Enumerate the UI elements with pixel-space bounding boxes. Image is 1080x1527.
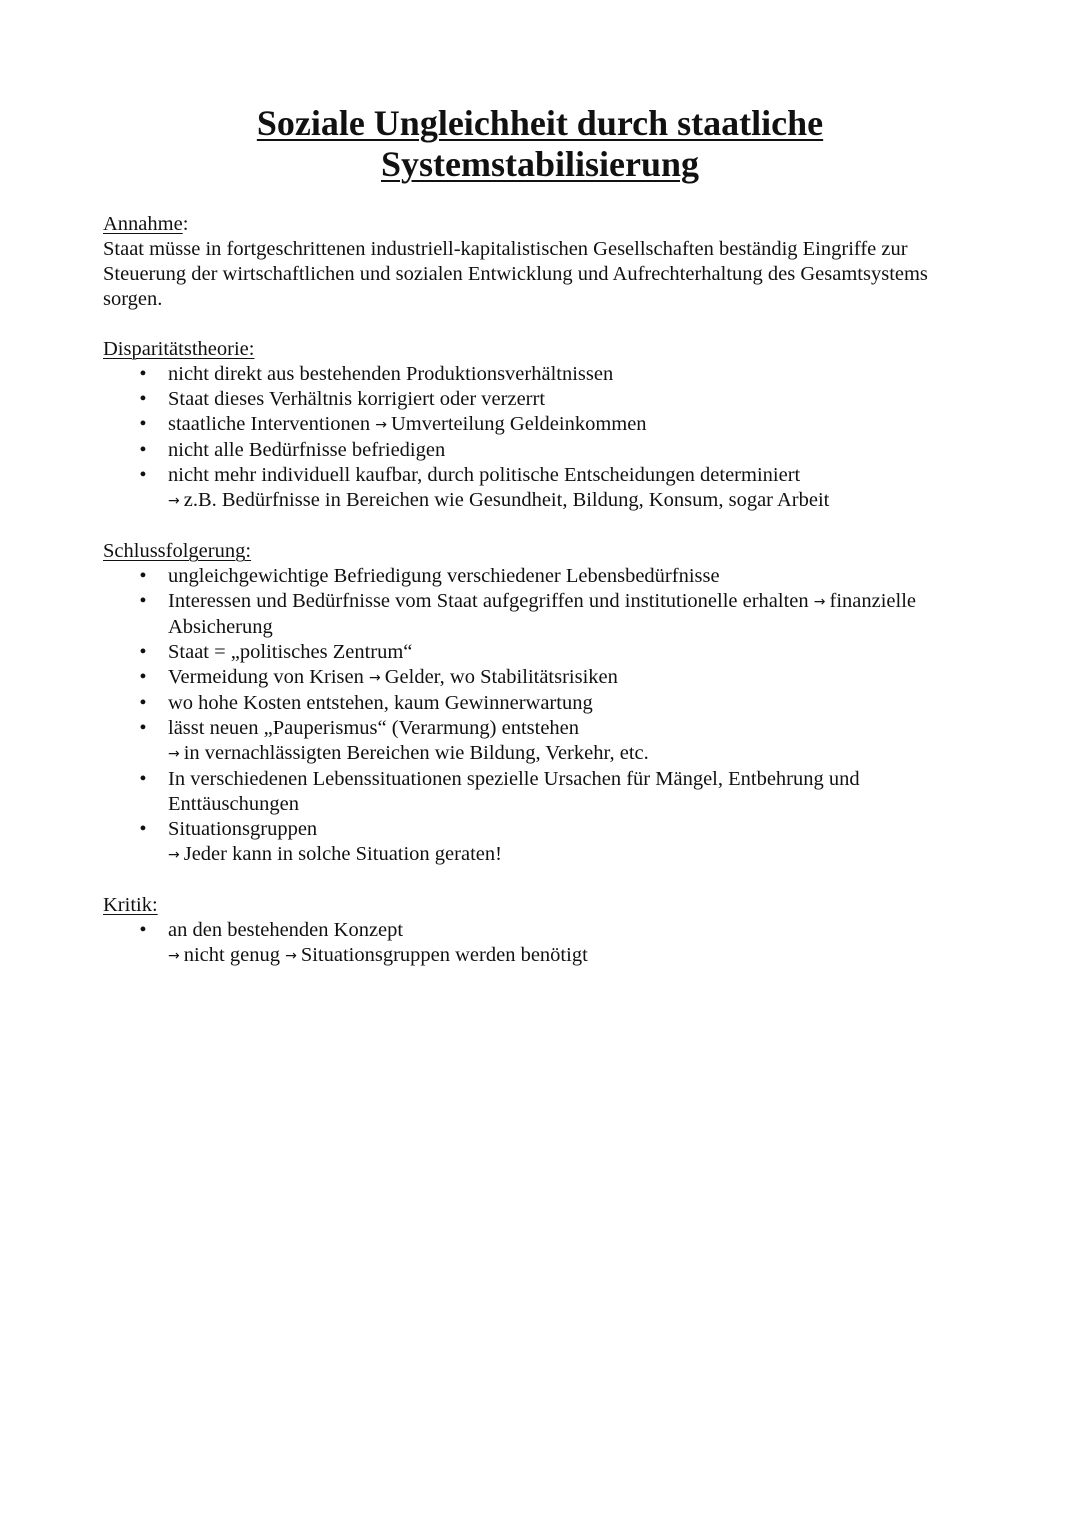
item-text-after: finanzielle Absicherung (168, 590, 917, 638)
item-text: nicht alle Bedürfnisse befriedigen (168, 439, 446, 461)
bullet-icon: • (139, 818, 147, 840)
bullet-icon: • (139, 692, 147, 714)
document-content (103, 212, 983, 994)
list-item (103, 640, 983, 665)
bullet-icon: • (139, 768, 147, 790)
bullet-icon: • (139, 565, 147, 587)
arrow-right-icon: → (285, 948, 297, 964)
bullet-icon: • (139, 717, 147, 739)
arrow-right-icon: → (168, 746, 180, 762)
item-subline (168, 488, 983, 514)
item-text-after: Gelder, wo Stabilitätsrisiken (384, 666, 618, 688)
item-subline (168, 842, 983, 868)
item-subline-text: nicht genug (183, 944, 280, 966)
bullet-icon: • (139, 363, 147, 385)
heading-disparitaetstheorie: Disparitätstheorie: (103, 338, 255, 360)
item-text: Interessen und Bedürfnisse vom Staat aufgegriffen und institutionelle erhalten (168, 590, 809, 612)
list-item (103, 463, 983, 514)
schluss-list (103, 564, 983, 868)
title-line-1: Soziale Ungleichheit durch staatliche (256, 103, 824, 143)
item-text: Situationsgruppen (168, 818, 318, 840)
heading-kritik: Kritik: (103, 894, 158, 916)
bullet-icon: • (139, 413, 147, 435)
item-subline-text: Jeder kann in solche Situation geraten! (183, 843, 502, 865)
arrow-right-icon: → (168, 948, 180, 964)
bullet-icon: • (139, 666, 147, 688)
list-item (103, 564, 983, 589)
item-subline-text: in vernachlässigten Bereichen wie Bildung, Verkehr, etc. (183, 742, 649, 764)
annahme-text: Staat müsse in fortgeschrittenen industriell-kapitalistischen Gesellschaften beständig Eingriffe zur Steuerung der wirtschaftlichen und sozialen Entwicklung und Aufrechterhaltung des Gesamtsystems sorgen. (103, 238, 928, 310)
item-text: Staat = „politisches Zentrum“ (168, 641, 413, 663)
list-item (103, 589, 983, 640)
bullet-icon: • (139, 439, 147, 461)
item-text: nicht mehr individuell kaufbar, durch politische Entscheidungen determiniert (168, 464, 801, 486)
arrow-right-icon: → (375, 417, 387, 433)
arrow-right-icon: → (368, 670, 381, 686)
title-line-2: Systemstabilisierung (380, 144, 700, 184)
item-text-after: Umverteilung Geldeinkommen (390, 413, 647, 435)
item-text: Staat dieses Verhältnis korrigiert oder verzerrt (168, 388, 546, 410)
bullet-icon: • (139, 590, 147, 612)
disparitaet-list (103, 362, 983, 514)
section-disparitaetstheorie (103, 337, 983, 514)
kritik-list (103, 918, 983, 969)
item-text: nicht direkt aus bestehenden Produktionsverhältnissen (168, 363, 614, 385)
list-item (103, 817, 983, 868)
section-schlussfolgerung (103, 539, 983, 868)
page-title (0, 103, 1080, 185)
bullet-icon: • (139, 464, 147, 486)
item-text: an den bestehenden Konzept (168, 919, 404, 941)
item-subline-text: z.B. Bedürfnisse in Bereichen wie Gesundheit, Bildung, Konsum, sogar Arbeit (183, 489, 830, 511)
arrow-right-icon: → (168, 493, 180, 509)
item-text: staatliche Interventionen (168, 413, 371, 435)
bullet-icon: • (139, 641, 147, 663)
list-item (103, 918, 983, 969)
list-item (103, 767, 983, 817)
list-item (103, 438, 983, 463)
list-item (103, 362, 983, 387)
heading-annahme: Annahme (103, 213, 183, 235)
list-item (103, 665, 983, 691)
item-text: Vermeidung von Krisen (168, 666, 364, 688)
heading-annahme-colon: : (182, 213, 189, 235)
bullet-icon: • (139, 919, 147, 941)
item-subline (168, 741, 983, 767)
bullet-icon: • (139, 388, 147, 410)
item-subline (168, 943, 983, 969)
arrow-right-icon: → (813, 594, 826, 610)
list-item (103, 716, 983, 767)
arrow-right-icon: → (168, 847, 180, 863)
item-text: lässt neuen „Pauperismus“ (Verarmung) entstehen (168, 717, 580, 739)
list-item (103, 412, 983, 438)
item-text: ungleichgewichtige Befriedigung verschiedener Lebensbedürfnisse (168, 565, 720, 587)
section-kritik (103, 893, 983, 969)
item-subline-text-after: Situationsgruppen werden benötigt (300, 944, 588, 966)
list-item (103, 691, 983, 716)
list-item (103, 387, 983, 412)
item-text: In verschiedenen Lebenssituationen spezielle Ursachen für Mängel, Entbehrung und Enttäuschungen (168, 768, 860, 815)
item-text: wo hohe Kosten entstehen, kaum Gewinnerwartung (168, 692, 593, 714)
heading-schlussfolgerung: Schlussfolgerung: (103, 540, 252, 562)
section-annahme (103, 212, 983, 312)
